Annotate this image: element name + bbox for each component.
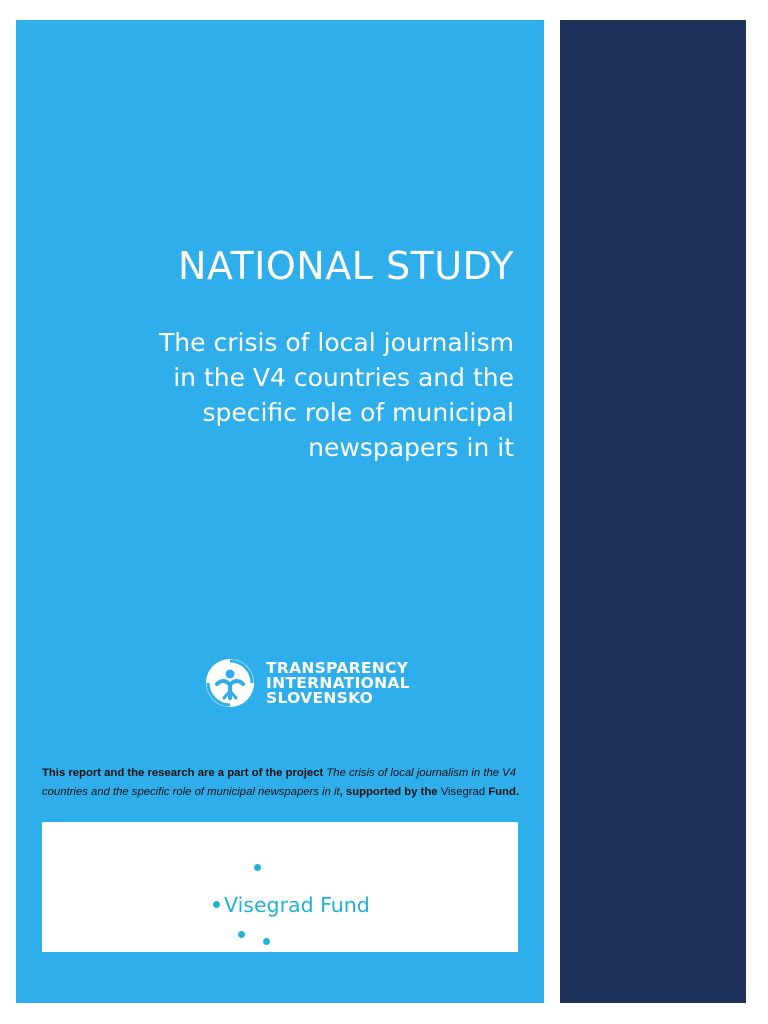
visegrad-fund-name: Visegrad Fund	[224, 893, 370, 917]
visegrad-fund-logo	[192, 844, 392, 934]
document-title: NATIONAL STUDY	[177, 244, 514, 288]
note-supported-by: , supported by the	[339, 786, 441, 798]
subtitle-line: newspapers in it	[308, 433, 514, 462]
logo-line: SLOVENSKO	[266, 688, 374, 707]
logo-line: TRANSPARENCY	[266, 658, 409, 677]
note-funder-bold: Fund.	[485, 786, 519, 798]
note-funder-plain: Visegrad	[440, 786, 486, 798]
subtitle-line: The crisis of local journalism	[159, 328, 514, 357]
subtitle-line: specific role of municipal	[202, 398, 514, 427]
transparency-international-logo	[204, 657, 410, 709]
transparency-international-logo-icon	[204, 657, 256, 709]
navy-side-panel	[560, 20, 746, 1003]
visegrad-dots-icon	[254, 864, 261, 871]
note-prefix: This report and the research are a part of the project	[42, 767, 327, 779]
note-project-title: The crisis of local journalism in the V4 countries and the specific role of municipal newspapers in it	[42, 767, 517, 798]
subtitle-line: in the V4 countries and the	[173, 363, 514, 392]
visegrad-dots-icon	[213, 901, 220, 908]
visegrad-dots-icon	[263, 938, 270, 945]
visegrad-dots-icon	[238, 931, 245, 938]
project-note	[42, 764, 542, 802]
logo-line: INTERNATIONAL	[266, 673, 410, 692]
visegrad-fund-box	[42, 822, 518, 952]
blue-cover-panel	[16, 20, 544, 1003]
document-subtitle	[84, 325, 514, 465]
logo-wordmark	[266, 658, 410, 707]
